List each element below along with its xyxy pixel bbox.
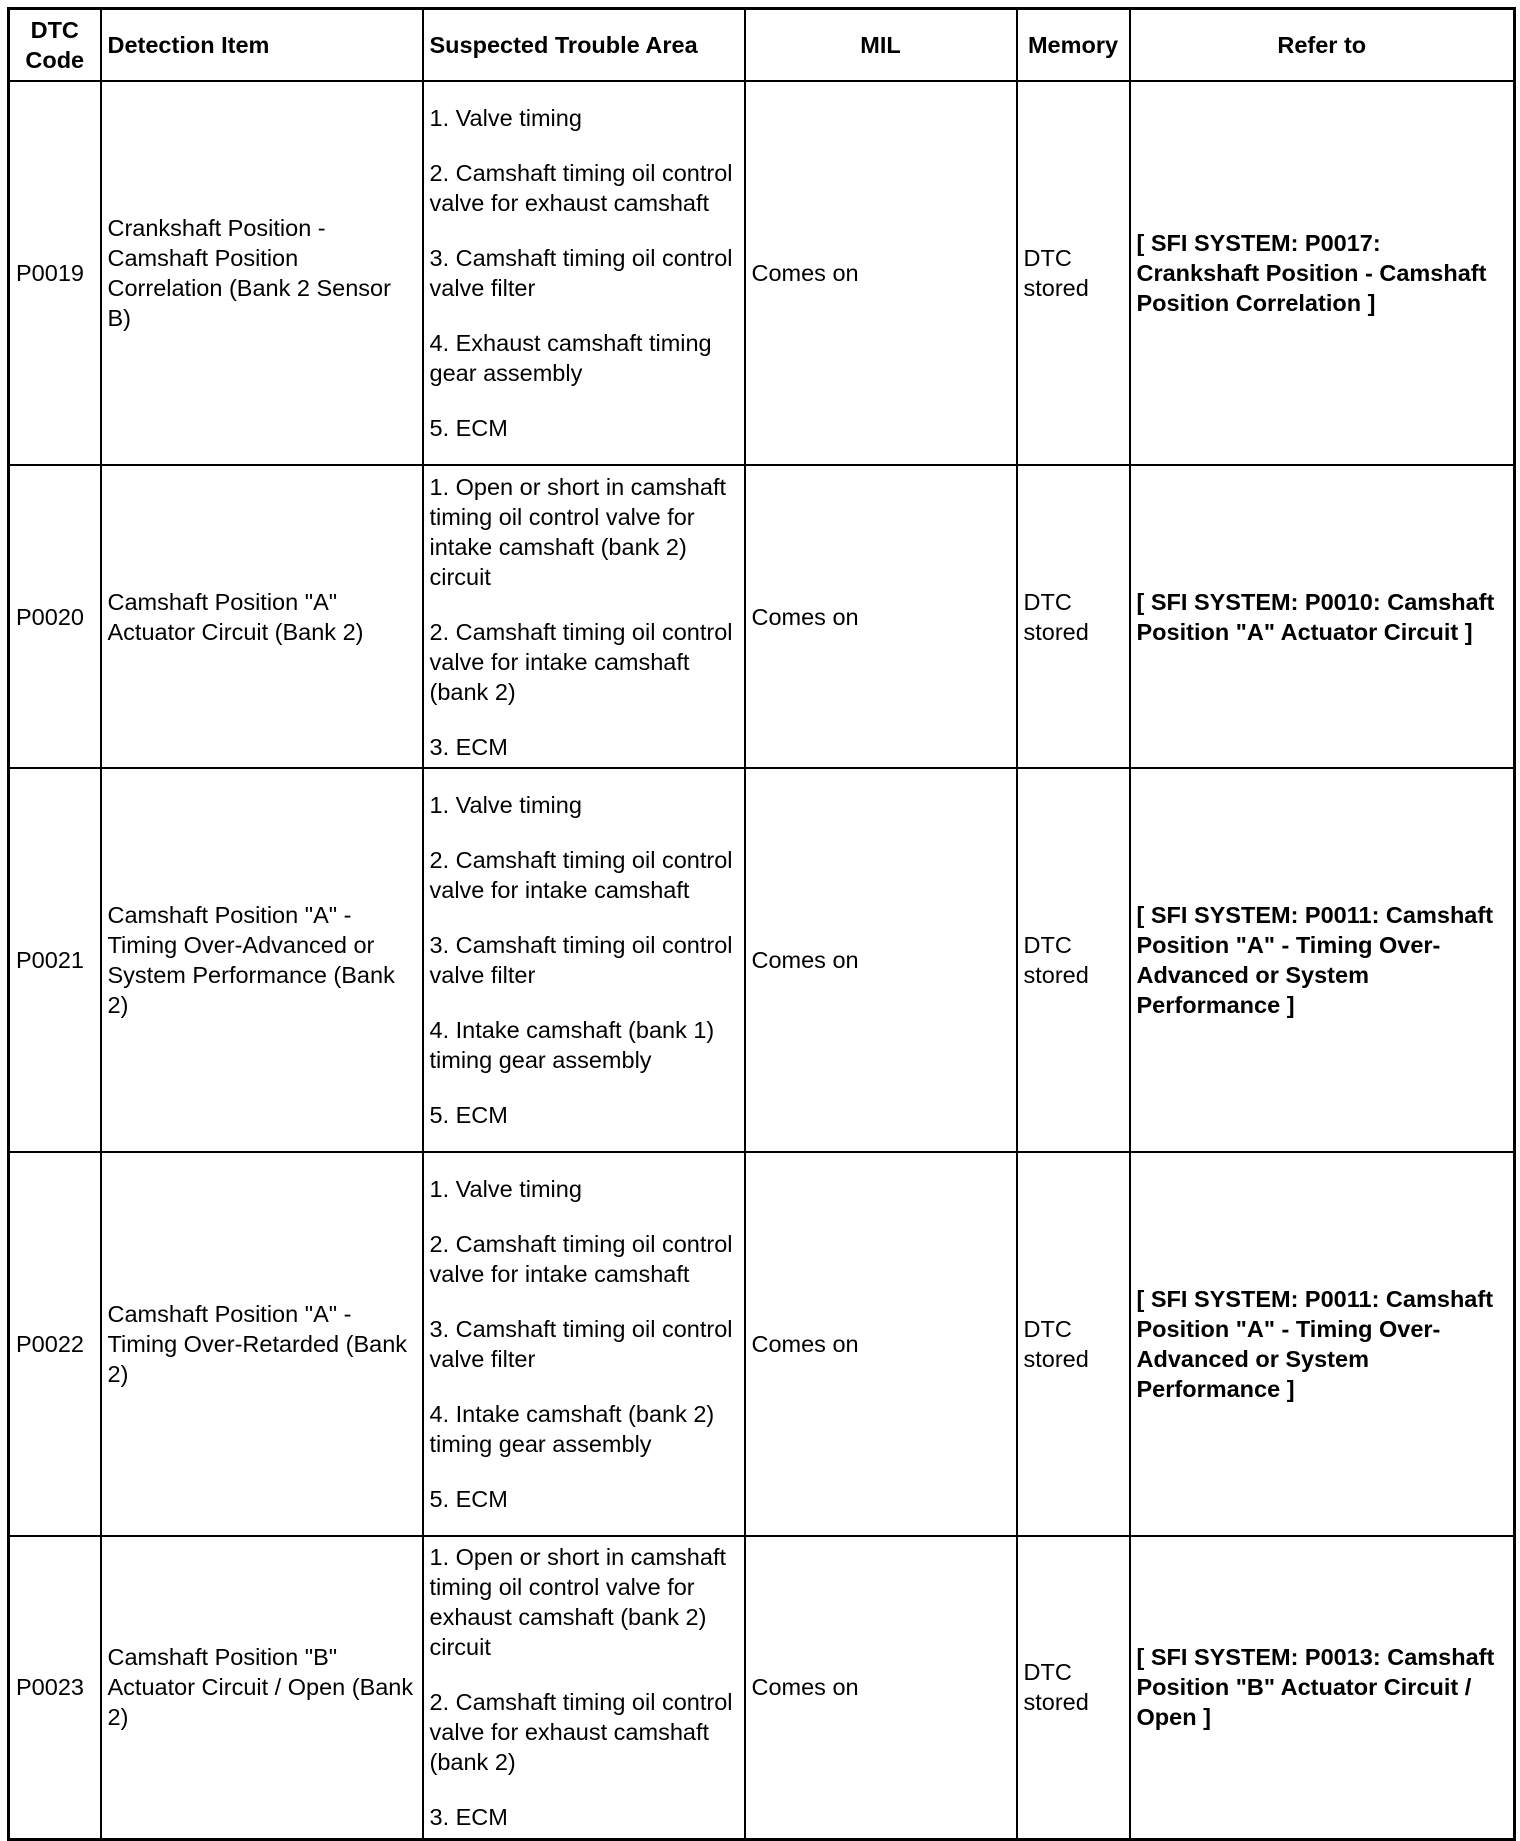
suspected-trouble-area [423, 465, 745, 768]
cause-item: 1. Valve timing [429, 1176, 582, 1202]
cause-item: 3. ECM [429, 1804, 508, 1831]
refer-to-link[interactable]: [ SFI SYSTEM: P0010: Camshaft Position "A" Actuator Circuit ] [1130, 465, 1515, 768]
memory-status: DTC stored [1017, 768, 1130, 1152]
detection-item: Camshaft Position "A" - Timing Over-Advanced or System Performance (Bank 2) [101, 768, 423, 1152]
cause-item: 2. Camshaft timing oil control valve for exhaust camshaft (bank 2) [429, 1689, 733, 1776]
dtc-code: P0022 [9, 1152, 101, 1536]
suspected-trouble-area [423, 768, 745, 1152]
cause-item: 3. Camshaft timing oil control valve filter [429, 245, 733, 301]
dtc-code: P0021 [9, 768, 101, 1152]
detection-item: Crankshaft Position - Camshaft Position Correlation (Bank 2 Sensor B) [101, 81, 423, 465]
memory-status: DTC stored [1017, 1152, 1130, 1536]
cause-item: 1. Open or short in camshaft timing oil control valve for intake camshaft (bank 2) circuit [429, 473, 727, 590]
dtc-code: P0020 [9, 465, 101, 768]
mil-status: Comes on [745, 1152, 1017, 1536]
detection-item: Camshaft Position "A" Actuator Circuit (Bank 2) [101, 465, 423, 768]
table-row [9, 768, 1515, 1152]
header-row [9, 9, 1515, 82]
refer-to-link[interactable]: [ SFI SYSTEM: P0017: Crankshaft Position - Camshaft Position Correlation ] [1130, 81, 1515, 465]
header-mil: MIL [745, 9, 1017, 82]
table-row [9, 1536, 1515, 1839]
header-suspected-trouble-area: Suspected Trouble Area [423, 9, 745, 82]
cause-item: 1. Open or short in camshaft timing oil control valve for exhaust camshaft (bank 2) circuit [429, 1544, 727, 1661]
header-detection-item: Detection Item [101, 9, 423, 82]
header-memory: Memory [1017, 9, 1130, 82]
memory-status: DTC stored [1017, 465, 1130, 768]
cause-item: 5. ECM [429, 415, 508, 441]
mil-status: Comes on [745, 768, 1017, 1152]
mil-status: Comes on [745, 81, 1017, 465]
cause-item: 2. Camshaft timing oil control valve for exhaust camshaft [429, 160, 733, 216]
cause-item: 3. Camshaft timing oil control valve filter [429, 1316, 733, 1372]
header-dtc-code: DTC Code [9, 9, 101, 82]
cause-item: 4. Intake camshaft (bank 1) timing gear assembly [429, 1017, 715, 1073]
table-row [9, 81, 1515, 465]
suspected-trouble-area [423, 1152, 745, 1536]
cause-item: 4. Intake camshaft (bank 2) timing gear assembly [429, 1401, 715, 1457]
memory-status: DTC stored [1017, 81, 1130, 465]
table-row [9, 465, 1515, 768]
cause-item: 2. Camshaft timing oil control valve for intake camshaft (bank 2) [429, 618, 733, 705]
cause-item: 3. Camshaft timing oil control valve filter [429, 932, 733, 988]
refer-to-link[interactable]: [ SFI SYSTEM: P0011: Camshaft Position "A" - Timing Over-Advanced or System Performance ] [1130, 1152, 1515, 1536]
memory-status: DTC stored [1017, 1536, 1130, 1839]
cause-item: 2. Camshaft timing oil control valve for intake camshaft [429, 847, 733, 903]
cause-item: 5. ECM [429, 1486, 508, 1512]
mil-status: Comes on [745, 1536, 1017, 1839]
suspected-trouble-area [423, 81, 745, 465]
cause-item: 4. Exhaust camshaft timing gear assembly [429, 330, 712, 386]
cause-item: 3. ECM [429, 733, 508, 760]
dtc-code: P0023 [9, 1536, 101, 1839]
cause-item: 5. ECM [429, 1102, 508, 1128]
dtc-table [7, 7, 1516, 1841]
cause-item: 1. Valve timing [429, 792, 582, 818]
table-row [9, 1152, 1515, 1536]
header-refer-to: Refer to [1130, 9, 1515, 82]
refer-to-link[interactable]: [ SFI SYSTEM: P0011: Camshaft Position "A" - Timing Over-Advanced or System Performance ] [1130, 768, 1515, 1152]
refer-to-link[interactable]: [ SFI SYSTEM: P0013: Camshaft Position "B" Actuator Circuit / Open ] [1130, 1536, 1515, 1839]
mil-status: Comes on [745, 465, 1017, 768]
cause-item: 2. Camshaft timing oil control valve for intake camshaft [429, 1231, 733, 1287]
suspected-trouble-area [423, 1536, 745, 1839]
detection-item: Camshaft Position "A" - Timing Over-Retarded (Bank 2) [101, 1152, 423, 1536]
dtc-code: P0019 [9, 81, 101, 465]
cause-item: 1. Valve timing [429, 105, 582, 131]
detection-item: Camshaft Position "B" Actuator Circuit / Open (Bank 2) [101, 1536, 423, 1839]
